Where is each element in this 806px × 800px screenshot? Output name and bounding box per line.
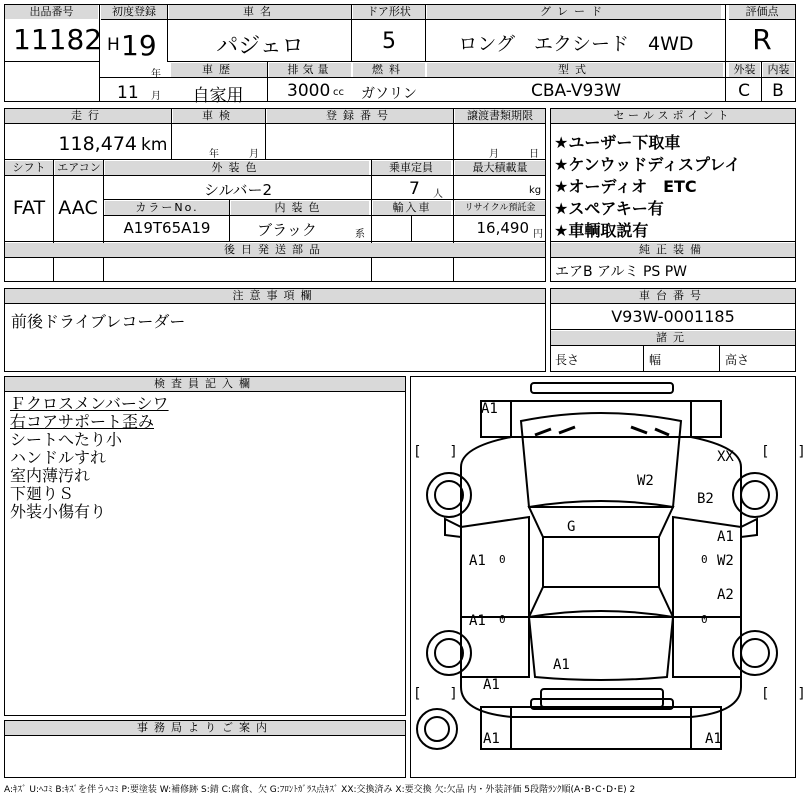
- mark-rear-left: A1: [483, 731, 500, 747]
- length-label: 長さ: [555, 353, 580, 367]
- chassis-block: [550, 288, 796, 372]
- mark-roof: G: [567, 519, 576, 535]
- car-diagram: [410, 376, 806, 778]
- mark-left-rear-zero: 0: [499, 613, 506, 626]
- mark-front-right-corner: XX: [717, 449, 734, 465]
- sales-point-5: ★車輌取説有: [554, 221, 649, 240]
- car-name: パジェロ: [216, 34, 304, 59]
- transfer-label: 譲渡書類期限: [455, 109, 545, 123]
- max-load-unit: kg: [529, 185, 542, 196]
- sales-point-1: ★ユーザー下取車: [554, 133, 681, 152]
- height-label: 高さ: [725, 353, 750, 367]
- shift-value: FAT: [12, 197, 46, 219]
- mark-right-rear-door: A2: [717, 587, 734, 603]
- caution-value: 前後ドライブレコーダー: [11, 312, 186, 331]
- car-name-label: 車名: [169, 5, 351, 19]
- inspector-line-6: 下廻りＳ: [10, 484, 75, 503]
- displacement-unit: cc: [333, 87, 344, 98]
- interior-score: B: [772, 81, 784, 101]
- car-outline: [411, 377, 794, 776]
- shift-label: シフト: [5, 161, 53, 175]
- legend-text: A:ｷｽﾞ U:ﾍｺﾐ B:ｷｽﾞを伴うﾍｺﾐ P:要塗装 W:補修跡 S:錆 C:腐食、欠 G:ﾌﾛﾝﾄｶﾞﾗｽ点ｷｽﾞ XX:交換済み X:要交換 欠:欠品 内・外装評価 5段階ﾗﾝｸ順(A･B･C･D･E) 2: [4, 785, 636, 795]
- office-label: 事務局よりご案内: [5, 721, 405, 735]
- mark-right-front-door-1: A1: [717, 529, 734, 545]
- history-value: 自家用: [192, 86, 244, 106]
- office-block: [4, 720, 406, 778]
- later-parts-label: 後日発送部品: [5, 243, 545, 257]
- chassis-label: 車台番号: [551, 289, 795, 303]
- mark-trunk: A1: [553, 657, 570, 673]
- history-label: 車歴: [171, 63, 267, 77]
- mileage-value: 118,474: [58, 133, 137, 155]
- mark-right-front-door-2: W2: [717, 553, 734, 569]
- recycle-value: 16,490: [476, 219, 529, 237]
- inspector-line-5: 室内薄汚れ: [10, 466, 91, 485]
- lot-number-label: 出品番号: [5, 5, 98, 19]
- capacity-value: 7: [409, 179, 420, 199]
- mark-rear-right: A1: [705, 731, 722, 747]
- int-color-label: 内装色: [231, 201, 369, 215]
- grade-label: グレード: [427, 5, 721, 19]
- inspection-month-unit: 月: [249, 149, 259, 160]
- details-block: [4, 108, 546, 282]
- mark-right-rear-zero: 0: [701, 613, 708, 626]
- door-value: 5: [382, 29, 396, 54]
- width-label: 幅: [649, 353, 662, 367]
- sales-points-label: セールスポイント: [551, 109, 795, 123]
- header-block: [4, 4, 796, 106]
- mileage-unit: km: [141, 135, 168, 155]
- genuine-value: エアB アルミ PS PW: [555, 264, 688, 280]
- month-unit: 月: [151, 91, 161, 102]
- month-value: 11: [117, 83, 139, 103]
- inspector-line-3: シートへたり小: [10, 430, 123, 449]
- inspector-line-1: Ｆクロスメンバーシワ: [10, 394, 169, 413]
- inspector-line-7: 外装小傷有り: [10, 502, 107, 521]
- mark-left-front-zero: 0: [499, 553, 506, 566]
- dims-label: 諸元: [551, 331, 795, 345]
- score-label: 評価点: [729, 5, 795, 19]
- sales-point-3: ★オーディオ ETC: [554, 177, 697, 196]
- genuine-label: 純正装備: [551, 243, 795, 257]
- fuel-label: 燃料: [353, 63, 425, 77]
- color-no-label: カラーNo.: [105, 201, 229, 215]
- inspection-year-unit: 年: [209, 149, 219, 160]
- first-reg-label: 初度登録: [101, 5, 167, 19]
- sales-point-4: ★スペアキー有: [554, 199, 664, 218]
- era: H: [107, 35, 120, 55]
- inspection-label: 車検: [173, 109, 265, 123]
- transfer-day-unit: 日: [529, 149, 539, 160]
- color-no-value: A19T65A19: [123, 219, 211, 237]
- max-load-label: 最大積載量: [455, 161, 545, 175]
- model-value: CBA-V93W: [531, 81, 621, 101]
- mark-right-front-zero: 0: [701, 553, 708, 566]
- mark-left-rear-qtr: A1: [483, 677, 500, 693]
- mark-left-front-door: A1: [469, 553, 486, 569]
- transfer-month-unit: 月: [489, 149, 499, 160]
- bracket-left-top: [ ]: [413, 444, 458, 460]
- mark-front-left: A1: [481, 401, 498, 417]
- recycle-label: リサイクル預託金: [455, 201, 545, 215]
- caution-label: 注意事項欄: [5, 289, 545, 303]
- reg-no-label: 登録番号: [267, 109, 453, 123]
- ac-value: AAC: [58, 197, 98, 219]
- bracket-right-top: [ ]: [761, 444, 806, 460]
- caution-block: [4, 288, 546, 372]
- interior-label: 内装: [763, 63, 794, 77]
- model-label: 型式: [427, 63, 723, 77]
- first-reg-year: 19: [121, 29, 157, 62]
- exterior-label: 外装: [729, 63, 760, 77]
- ac-label: エアコン: [55, 161, 103, 175]
- capacity-unit: 人: [433, 189, 443, 200]
- mark-hood: W2: [637, 473, 654, 489]
- inspector-line-2: 右コアサポート歪み: [10, 412, 155, 431]
- chassis-value: V93W-0001185: [611, 307, 735, 326]
- sales-point-2: ★ケンウッドディスプレイ: [554, 155, 741, 174]
- recycle-unit: 円: [533, 229, 543, 240]
- door-label: ドア形状: [353, 5, 425, 19]
- import-label: 輸入車: [373, 201, 451, 215]
- exterior-score: C: [738, 81, 750, 101]
- mark-right-fender: B2: [697, 491, 714, 507]
- displacement-label: 排気量: [269, 63, 351, 77]
- lot-number: 11182: [13, 23, 103, 56]
- displacement-value: 3000: [287, 81, 331, 101]
- score-value: R: [752, 23, 772, 56]
- int-color-unit: 系: [355, 229, 365, 240]
- grade-value: ロング エクシード 4WD: [458, 33, 694, 55]
- mark-left-rear-door: A1: [469, 613, 486, 629]
- bracket-right-bottom: [ ]: [761, 686, 806, 702]
- fuel-value: ガソリン: [361, 86, 417, 102]
- capacity-label: 乗車定員: [371, 161, 451, 175]
- inspector-label: 検査員記入欄: [5, 377, 405, 391]
- ext-color-value: シルバー2: [203, 181, 273, 199]
- ext-color-label: 外装色: [105, 161, 369, 175]
- year-unit: 年: [151, 69, 161, 80]
- mileage-label: 走行: [5, 109, 171, 123]
- bracket-left-bottom: [ ]: [413, 686, 458, 702]
- inspector-line-4: ハンドルすれ: [10, 448, 107, 467]
- int-color-value: ブラック: [257, 221, 317, 239]
